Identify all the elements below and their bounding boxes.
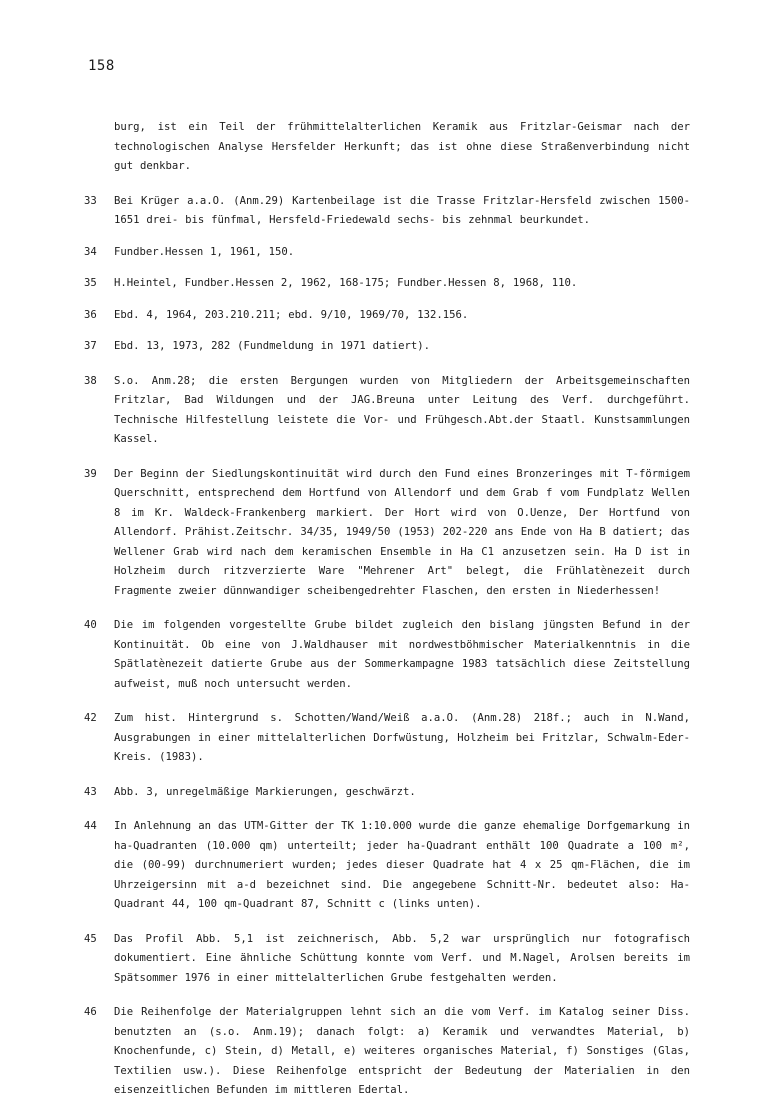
page-number: 158 [88, 58, 115, 74]
footnote-text: Das Profil Abb. 5,1 ist zeichnerisch, Abb. 5,2 war ursprünglich nur fotografisch dokumentiert. Eine ähnliche Schüttung konnte vom Verf. und M.Nagel, Arolsen bereits im Spätsommer 1976 in einer mittelalterlichen Grube festgehalten werden. [114, 932, 690, 984]
footnote-text: In Anlehnung an das UTM-Gitter der TK 1:10.000 wurde die ganze ehemalige Dorfgemarkung in ha-Quadranten (10.000 qm) unterteilt; jeder ha-Quadrant enthält 100 Quadrate a 100 m², die (00-99) durchnumeriert wurden; jedes dieser Quadrate hat 4 x 25 qm-Flächen, die im Uhrzeigersinn mit a-d bezeichnet sind. Die angegebene Schnitt-Nr. bedeutet also: Ha-Quadrant 44, 100 qm-Quadrant 87, Schnitt c (links unten). [114, 820, 690, 910]
footnote-text: Der Beginn der Siedlungskontinuität wird durch den Fund eines Bronzeringes mit T-förmigem Querschnitt, entsprechend dem Hortfund von Allendorf und dem Grab f vom Fundplatz Wellen 8 im Kr. Waldeck-Frankenberg markiert. Der Hort wird von O.Uenze, Der Hortfund von Allendorf. Prähist.Zeitschr. 34/35, 1949/50 (1953) 202-220 ans Ende von Ha B datiert; das Wellener Grab wird nach dem keramischen Ensemble in Ha C1 anzusetzen sein. Ha D ist in Holzheim durch ritzverzierte Ware "Mehrener Art" belegt, die Frühlatènezeit durch Fragmente zweier dünnwandiger scheibengedrehter Flaschen, den ersten in Niederhessen! [114, 467, 690, 597]
footnote-text: Abb. 3, unregelmäßige Markierungen, geschwärzt. [114, 785, 416, 798]
footnote-text: Fundber.Hessen 1, 1961, 150. [114, 245, 295, 258]
footnote-text: Die Reihenfolge der Materialgruppen lehnt sich an die vom Verf. im Katalog seiner Diss. benutzten an (s.o. Anm.19); danach folgt: a) Keramik und verwandtes Material, b) Knochenfunde, c) Stein, d) Metall, e) weiteres organisches Material, f) Sonstiges (Glas, Textilien usw.). Diese Reihenfolge entspricht der Bedeutung der Materialien in den eisenzeitlichen Befunden im mittleren Edertal. [114, 1006, 690, 1096]
footnote-text: S.o. Anm.28; die ersten Bergungen wurden von Mitgliedern der Arbeitsgemeinschaften Fritzlar, Bad Wildungen und der JAG.Breuna unter Leitung des Verf. durchgeführt. Technische Hilfestellung leistete die Vor- und Frühgesch.Abt.der Staatl. Kunstsammlungen Kassel. [114, 374, 690, 445]
footnote-number: 40 [84, 619, 97, 631]
footnote-number: 38 [84, 374, 97, 387]
footnote-number: 39 [84, 467, 97, 480]
footnote-42 [84, 709, 690, 768]
footnote-34 [84, 243, 690, 263]
footnote-45 [84, 930, 690, 989]
footnote-38 [84, 372, 690, 450]
footnote-46 [84, 1003, 690, 1101]
footnote-number: 34 [84, 245, 97, 258]
footnote-39 [84, 465, 690, 602]
footnote-40 [84, 616, 690, 694]
footnote-35 [84, 274, 690, 294]
footnote-text: Zum hist. Hintergrund s. Schotten/Wand/Weiß a.a.O. (Anm.28) 218f.; auch in N.Wand, Ausgrabungen in einer mittelalterlichen Dorfwüstung, Holzheim bei Fritzlar, Schwalm-Eder-Kreis. (1983). [114, 712, 690, 763]
footnote-43 [84, 783, 690, 803]
footnote-number: 36 [84, 308, 97, 321]
footnote-number: 45 [84, 932, 97, 945]
footnote-text: H.Heintel, Fundber.Hessen 2, 1962, 168-175; Fundber.Hessen 8, 1968, 110. [114, 277, 578, 289]
footnote-text: burg, ist ein Teil der frühmittelalterlichen Keramik aus Fritzlar-Geismar nach der technologischen Analyse Hersfelder Herkunft; das ist ohne diese Straßenverbindung nicht gut denkbar. [114, 121, 690, 172]
footnote-text: Ebd. 4, 1964, 203.210.211; ebd. 9/10, 1969/70, 132.156. [114, 308, 469, 321]
footnote-continuation [84, 118, 690, 177]
footnote-number: 43 [84, 785, 97, 798]
footnotes-list [84, 118, 690, 1101]
footnote-number: 44 [84, 820, 97, 832]
footnote-36 [84, 306, 690, 326]
footnote-37 [84, 337, 690, 357]
footnote-number: 46 [84, 1006, 97, 1018]
footnote-33 [84, 192, 690, 231]
footnote-text: Ebd. 13, 1973, 282 (Fundmeldung in 1971 datiert). [114, 340, 431, 352]
footnote-text: Die im folgenden vorgestellte Grube bildet zugleich den bislang jüngsten Befund in der Kontinuität. Ob eine von J.Waldhauser mit nordwestböhmischer Materialkenntnis in die Spätlatènezeit datierte Grube aus der Sommerkampagne 1983 tatsächlich diese Zeitstellung aufweist, muß noch untersucht werden. [114, 619, 690, 690]
footnote-text: Bei Krüger a.a.O. (Anm.29) Kartenbeilage ist die Trasse Fritzlar-Hersfeld zwischen 1500-1651 drei- bis fünfmal, Hersfeld-Friedewald sechs- bis zehnmal beurkundet. [114, 194, 690, 226]
footnote-44 [84, 817, 690, 915]
footnote-number: 37 [84, 340, 97, 352]
footnote-number: 42 [84, 712, 97, 724]
footnote-number: 35 [84, 277, 97, 289]
footnote-number: 33 [84, 194, 97, 207]
